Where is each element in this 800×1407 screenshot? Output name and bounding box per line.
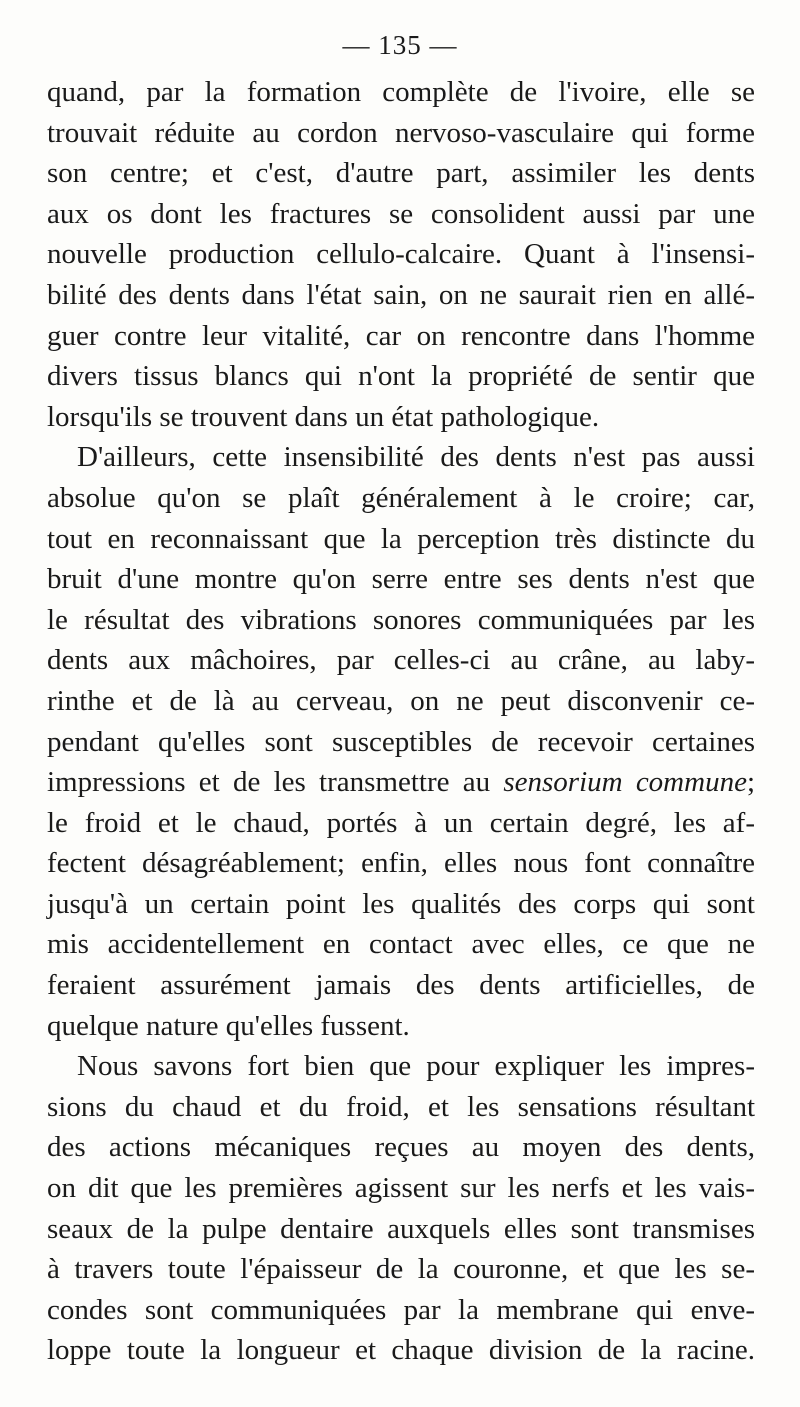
text-line: le résultat des vibrations sonores communiquées par les bbox=[47, 603, 755, 636]
text-line: divers tissus blancs qui n'ont la propriété de sentir que bbox=[47, 360, 755, 393]
text-line: aux os dont les fractures se consolident aussi par une bbox=[47, 197, 755, 230]
text-line: rinthe et de là au cerveau, on ne peut disconvenir ce- bbox=[47, 684, 755, 717]
text-line: des actions mécaniques reçues au moyen des dents, bbox=[47, 1131, 755, 1164]
text-line: son centre; et c'est, d'autre part, assimiler les dents bbox=[47, 157, 755, 190]
text-line: quelque nature qu'elles fussent. bbox=[47, 1009, 410, 1042]
body-text bbox=[47, 72, 755, 1371]
text-line: le froid et le chaud, portés à un certain degré, les af- bbox=[47, 806, 755, 839]
text-line: dents aux mâchoires, par celles-ci au crâne, au laby- bbox=[47, 644, 755, 677]
text-line: guer contre leur vitalité, car on rencontre dans l'homme bbox=[47, 319, 755, 352]
text-line: à travers toute l'épaisseur de la couronne, et que les se- bbox=[47, 1253, 755, 1286]
text-line: jusqu'à un certain point les qualités des corps qui sont bbox=[47, 887, 755, 920]
italic-term: sensorium commune bbox=[503, 766, 747, 799]
text-line: absolue qu'on se plaît généralement à le croire; car, bbox=[47, 481, 755, 514]
text-line: on dit que les premières agissent sur les nerfs et les vais- bbox=[47, 1172, 755, 1205]
text-line: mis accidentellement en contact avec elles, ce que ne bbox=[47, 928, 755, 961]
text-line: tout en reconnaissant que la perception très distincte du bbox=[47, 522, 755, 555]
text-line: condes sont communiquées par la membrane qui enve- bbox=[47, 1293, 755, 1326]
text-line: pendant qu'elles sont susceptibles de recevoir certaines bbox=[47, 725, 755, 758]
text-line: fectent désagréablement; enfin, elles nous font connaître bbox=[47, 847, 755, 880]
text-line: lorsqu'ils se trouvent dans un état pathologique. bbox=[47, 400, 600, 433]
paragraph-start-line: D'ailleurs, cette insensibilité des dents n'est pas aussi bbox=[77, 441, 755, 474]
text-line: sions du chaud et du froid, et les sensations résultant bbox=[47, 1090, 755, 1123]
text-line: loppe toute la longueur et chaque division de la racine. bbox=[47, 1334, 755, 1367]
text-line-with-italic bbox=[47, 762, 755, 803]
text-line: feraient assurément jamais des dents artificielles, de bbox=[47, 969, 755, 1002]
text-line: bilité des dents dans l'état sain, on ne saurait rien en allé- bbox=[47, 278, 755, 311]
page-number: — 135 — bbox=[342, 30, 458, 60]
text-line: bruit d'une montre qu'on serre entre ses dents n'est que bbox=[47, 563, 755, 596]
paragraph-start-line: Nous savons fort bien que pour expliquer les impres- bbox=[77, 1050, 755, 1083]
text-segment: impressions et de les transmettre au bbox=[47, 766, 504, 799]
text-line: seaux de la pulpe dentaire auxquels elles sont transmises bbox=[47, 1212, 755, 1245]
text-line: nouvelle production cellulo-calcaire. Quant à l'insensi- bbox=[47, 238, 755, 271]
text-line: quand, par la formation complète de l'ivoire, elle se bbox=[47, 76, 755, 108]
text-segment: ; bbox=[746, 766, 756, 799]
text-line: trouvait réduite au cordon nervoso-vasculaire qui forme bbox=[47, 116, 755, 149]
